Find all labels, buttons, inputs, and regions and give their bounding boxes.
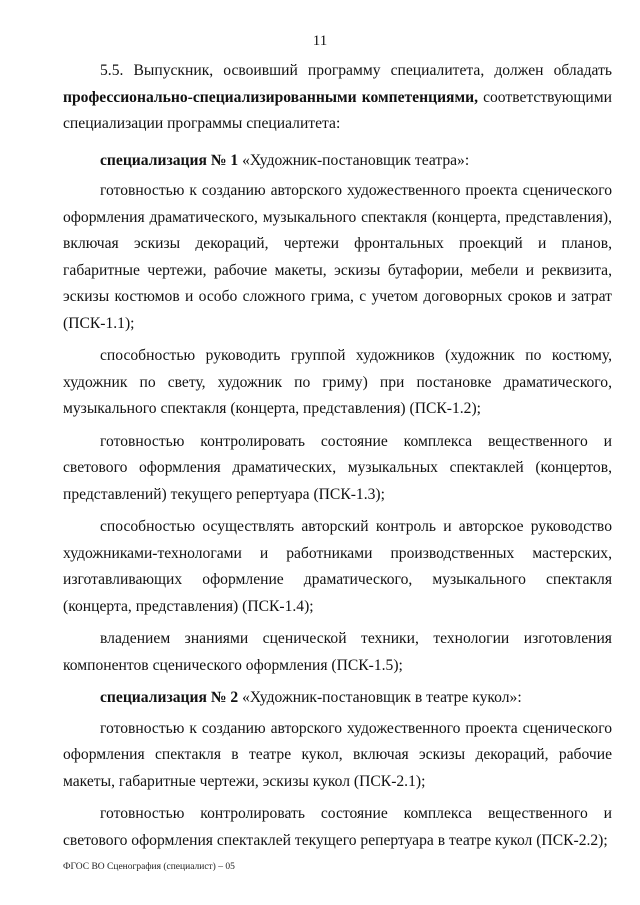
competency-psk-1-1: готовностью к созданию авторского художественного проекта сценического оформления драматического, музыкального спектакля (концерта, представления), включая эскизы декораций, чертежи фронтальных проекций и планов, габаритные чертежи, рабочие макеты, эскизы бутафории, мебели и реквизита, эскизы костюмов и особо сложного грима, с учетом договорных сроков и затрат (ПСК-1.1); xyxy=(63,182,612,332)
intro-prefix: 5.5. Выпускник, освоивший программу специалитета, должен обладать xyxy=(100,62,612,79)
competency-psk-2-1: готовностью к созданию авторского художественного проекта сценического оформления спектакля в театре кукол, включая эскизы декораций, рабочие макеты, габаритные чертежи, эскизы кукол (ПСК-2.1); xyxy=(63,719,612,790)
specialization-2-label: специализация № 2 xyxy=(100,689,239,706)
competency-psk-1-3: готовностью контролировать состояние комплекса вещественного и светового оформления драматических, музыкальных спектаклей (концертов, представлений) текущего репертуара (ПСК-1.3); xyxy=(63,432,612,503)
document-body xyxy=(63,58,612,860)
page-number: 11 xyxy=(312,33,328,49)
specialization-1-title: «Художник-постановщик театра»: xyxy=(238,151,470,169)
document-footer: ФГОС ВО Сценография (специалист) – 05 xyxy=(63,862,235,872)
intro-suffix: соответствующими специализации программы специалитета: xyxy=(63,88,612,132)
competency-psk-1-2: способностью руководить группой художников (художник по костюму, художник по свету, художник по гриму) при постановке драматического, музыкального спектакля (концерта, представления) (ПСК-1.2); xyxy=(63,347,612,417)
competency-psk-1-5: владением знаниями сценической техники, технологии изготовления компонентов сценического оформления (ПСК-1.5); xyxy=(63,630,612,674)
specialization-1-label: специализация № 1 xyxy=(100,151,239,169)
intro-bold-term: профессионально-специализированными компетенциями, xyxy=(63,88,478,106)
competency-psk-1-4: способностью осуществлять авторский контроль и авторское руководство художниками-технологами и работниками производственных мастерских, изготавливающих оформление драматического, музыкального спектакля (концерта, представления) (ПСК-1.4); xyxy=(63,518,612,615)
specialization-1-heading xyxy=(63,148,612,175)
intro-paragraph xyxy=(63,58,612,138)
specialization-2-title: «Художник-постановщик в театре кукол»: xyxy=(238,689,522,706)
specialization-2-heading xyxy=(63,685,612,712)
competency-psk-2-2: готовностью контролировать состояние комплекса вещественного и светового оформления спектаклей текущего репертуара в театре кукол (ПСК-2.2); xyxy=(63,805,612,849)
